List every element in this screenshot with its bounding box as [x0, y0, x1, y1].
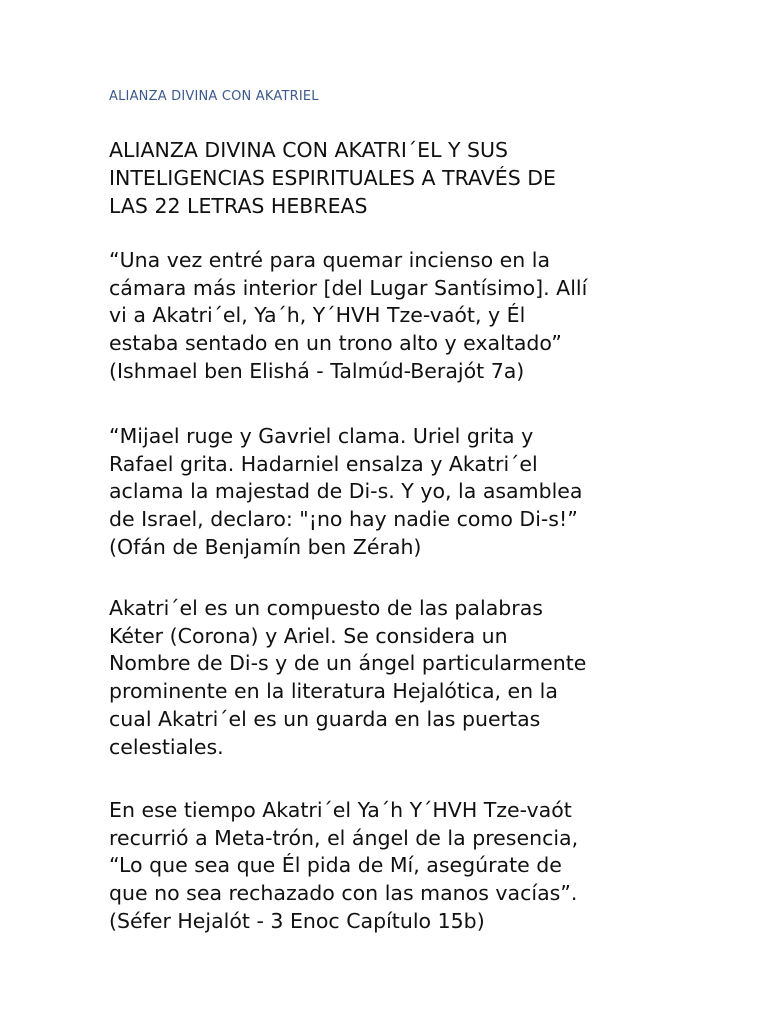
citation-line: (Séfer Hejalót - 3 Enoc Capítulo 15b): [109, 908, 485, 933]
text-line: prominente en la literatura Hejalótica, en la: [109, 679, 558, 704]
text-line: Akatri´el es un compuesto de las palabras: [109, 596, 543, 620]
document-title: [109, 136, 669, 220]
text-line: cual Akatri´el es un guarda en las puertas: [109, 706, 541, 731]
quote-paragraph-hejalot: [109, 797, 669, 936]
text-line: “Una vez entré para quemar incienso en la: [109, 248, 551, 272]
body-paragraph-etymology: [109, 595, 669, 761]
text-line: que no sea rechazado con las manos vacías”.: [109, 881, 578, 906]
title-line: ALIANZA DIVINA CON AKATRI´EL Y SUS: [109, 138, 509, 162]
text-line: cámara más interior [del Lugar Santísimo]. Allí: [109, 275, 588, 300]
citation-line: (Ishmael ben Elishá - Talmúd-Berajót 7a): [109, 358, 525, 383]
citation-line: (Ofán de Benjamín ben Zérah): [109, 534, 422, 559]
text-line: celestiales.: [109, 734, 224, 759]
text-line: Nombre de Di-s y de un ángel particularmente: [109, 651, 587, 676]
text-line: aclama la majestad de Di-s. Y yo, la asamblea: [109, 479, 583, 504]
text-line: recurrió a Meta-trón, el ángel de la presencia,: [109, 825, 579, 850]
title-line: LAS 22 LETRAS HEBREAS: [109, 194, 368, 218]
text-line: estaba sentado en un trono alto y exaltado”: [109, 331, 562, 356]
title-line: INTELIGENCIAS ESPIRITUALES A TRAVÉS DE: [109, 166, 556, 190]
text-line: “Mijael ruge y Gavriel clama. Uriel grita y: [109, 424, 534, 448]
quote-paragraph-ishmael: [109, 247, 669, 386]
text-line: vi a Akatri´el, Ya´h, Y´HVH Tze-vaót, y Él: [109, 303, 526, 328]
text-line: Kéter (Corona) y Ariel. Se considera un: [109, 623, 508, 648]
text-line: “Lo que sea que Él pida de Mí, asegúrate de: [109, 853, 562, 878]
quote-paragraph-ofan: [109, 423, 669, 562]
running-header: ALIANZA DIVINA CON AKATRIEL: [109, 89, 319, 104]
text-line: de Israel, declaro: "¡no hay nadie como Di-s!”: [109, 507, 578, 532]
text-line: Rafael grita. Hadarniel ensalza y Akatri´el: [109, 451, 538, 476]
text-line: En ese tiempo Akatri´el Ya´h Y´HVH Tze-vaót: [109, 798, 572, 822]
